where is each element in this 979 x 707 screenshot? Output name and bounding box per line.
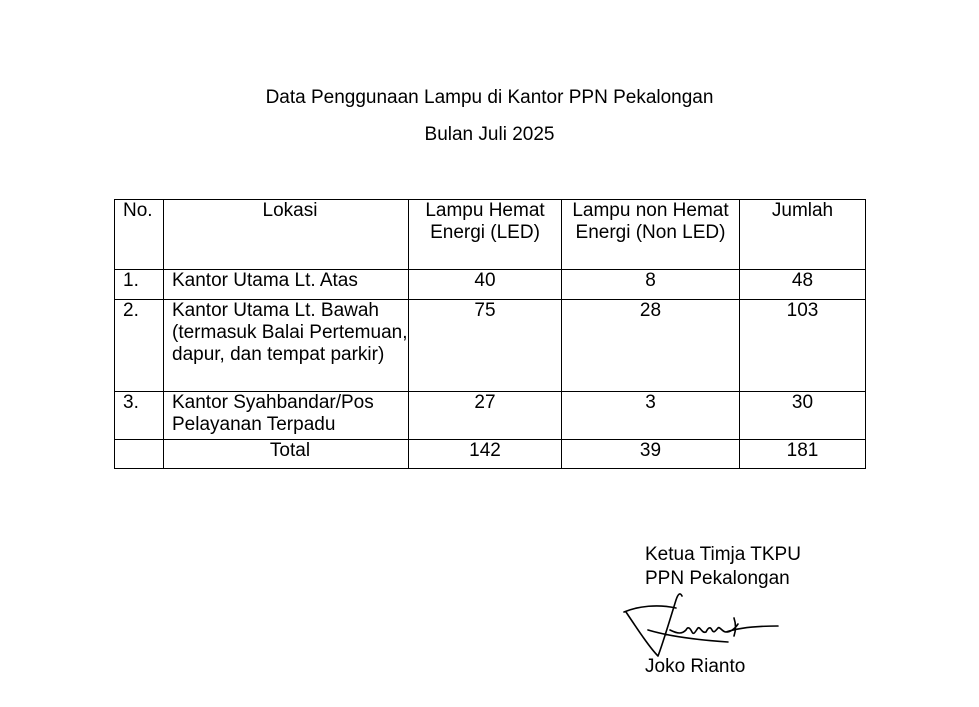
cell-jumlah: 103	[740, 300, 866, 392]
document-title: Data Penggunaan Lampu di Kantor PPN Pekalongan	[265, 87, 714, 108]
cell-led: 75	[409, 300, 562, 392]
header-no: No.	[115, 200, 164, 270]
cell-no: 3.	[115, 392, 164, 440]
cell-no: 2.	[115, 300, 164, 392]
cell-lokasi: Kantor Utama Lt. Bawah (termasuk Balai Pertemuan, dapur, dan tempat parkir)	[164, 300, 409, 392]
table-row	[115, 300, 866, 392]
cell-led: 27	[409, 392, 562, 440]
cell-lokasi: Kantor Syahbandar/Pos Pelayanan Terpadu	[164, 392, 409, 440]
cell-no-empty	[115, 440, 164, 469]
cell-lokasi: Kantor Utama Lt. Atas	[164, 270, 409, 300]
cell-no: 1.	[115, 270, 164, 300]
handwritten-signature	[618, 590, 788, 662]
table-header-row	[115, 200, 866, 270]
header-lokasi: Lokasi	[164, 200, 409, 270]
lamp-usage-table	[114, 199, 866, 469]
cell-jumlah: 48	[740, 270, 866, 300]
total-non-led: 39	[562, 440, 740, 469]
total-label: Total	[164, 440, 409, 469]
header-jumlah: Jumlah	[740, 200, 866, 270]
position-office: PPN Pekalongan	[645, 568, 790, 589]
header-led: Lampu Hemat Energi (LED)	[409, 200, 562, 270]
cell-led: 40	[409, 270, 562, 300]
document-subtitle: Bulan Juli 2025	[424, 124, 555, 145]
cell-non-led: 3	[562, 392, 740, 440]
total-jumlah: 181	[740, 440, 866, 469]
header-non-led: Lampu non Hemat Energi (Non LED)	[562, 200, 740, 270]
cell-non-led: 8	[562, 270, 740, 300]
signer-name: Joko Rianto	[645, 656, 746, 677]
table-total-row	[115, 440, 866, 469]
signature-position-block	[645, 543, 801, 591]
table-row	[115, 270, 866, 300]
cell-non-led: 28	[562, 300, 740, 392]
total-led: 142	[409, 440, 562, 469]
table-row	[115, 392, 866, 440]
cell-jumlah: 30	[740, 392, 866, 440]
position-title: Ketua Timja TKPU	[645, 544, 801, 565]
